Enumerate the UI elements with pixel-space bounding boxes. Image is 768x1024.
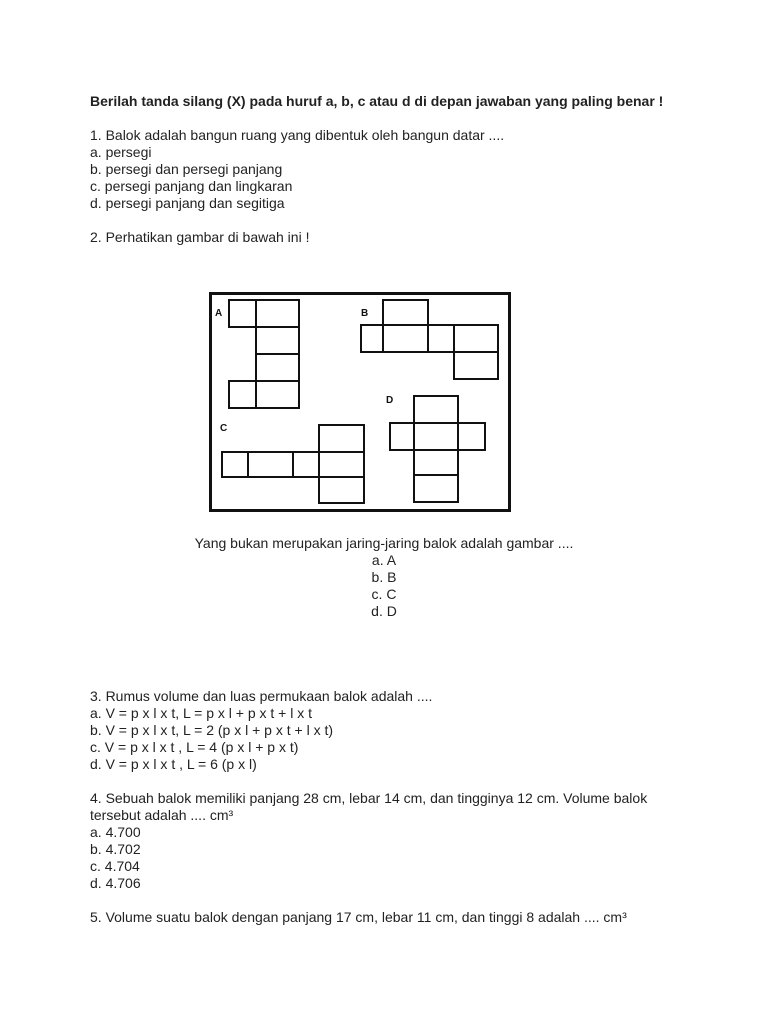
q2-option-b: b. B xyxy=(371,569,397,585)
question-2: 2. Perhatikan gambar di bawah ini ! xyxy=(90,229,310,245)
question-4-line-2: tersebut adalah .... cm³ xyxy=(90,807,234,823)
nets-image xyxy=(209,292,511,512)
question-3: 3. Rumus volume dan luas permukaan balok adalah .... xyxy=(90,688,433,704)
figure-label-c: C xyxy=(220,423,228,434)
q2-option-a: a. A xyxy=(371,552,397,568)
q2-option-c: c. C xyxy=(371,586,397,602)
q3-option-a: a. V = p x l x t, L = p x l + p x t + l x t xyxy=(90,705,313,721)
worksheet-bottom xyxy=(90,688,690,926)
q4-option-a: a. 4.700 xyxy=(90,824,141,840)
question-2-prompt: Yang bukan merupakan jaring-jaring balok adalah gambar .... xyxy=(194,535,574,551)
question-2-prompt-block xyxy=(90,535,678,620)
q1-option-a: a. persegi xyxy=(90,144,152,160)
q3-option-b: b. V = p x l x t, L = 2 (p x l + p x t + l x t) xyxy=(90,722,334,738)
question-5: 5. Volume suatu balok dengan panjang 17 cm, lebar 11 cm, dan tinggi 8 adalah .... cm³ xyxy=(90,909,627,925)
instruction-text: Berilah tanda silang (X) pada huruf a, b, c atau d di depan jawaban yang paling benar ! xyxy=(90,93,664,109)
q1-option-d: d. persegi panjang dan segitiga xyxy=(90,195,285,211)
question-4-line-1: 4. Sebuah balok memiliki panjang 28 cm, lebar 14 cm, dan tingginya 12 cm. Volume balok xyxy=(90,790,648,806)
q3-option-d: d. V = p x l x t , L = 6 (p x l) xyxy=(90,756,257,772)
cuboid-nets-figure xyxy=(209,292,511,512)
question-1: 1. Balok adalah bangun ruang yang dibentuk oleh bangun datar .... xyxy=(90,127,505,143)
worksheet-top xyxy=(90,93,690,246)
figure-label-a: A xyxy=(215,308,223,319)
q1-option-c: c. persegi panjang dan lingkaran xyxy=(90,178,293,194)
q4-option-b: b. 4.702 xyxy=(90,841,141,857)
q2-option-d: d. D xyxy=(371,603,397,619)
figure-label-b: B xyxy=(361,308,369,319)
q4-option-d: d. 4.706 xyxy=(90,875,141,891)
q4-option-c: c. 4.704 xyxy=(90,858,140,874)
q1-option-b: b. persegi dan persegi panjang xyxy=(90,161,283,177)
q3-option-c: c. V = p x l x t , L = 4 (p x l + p x t) xyxy=(90,739,299,755)
figure-label-d: D xyxy=(386,395,394,406)
